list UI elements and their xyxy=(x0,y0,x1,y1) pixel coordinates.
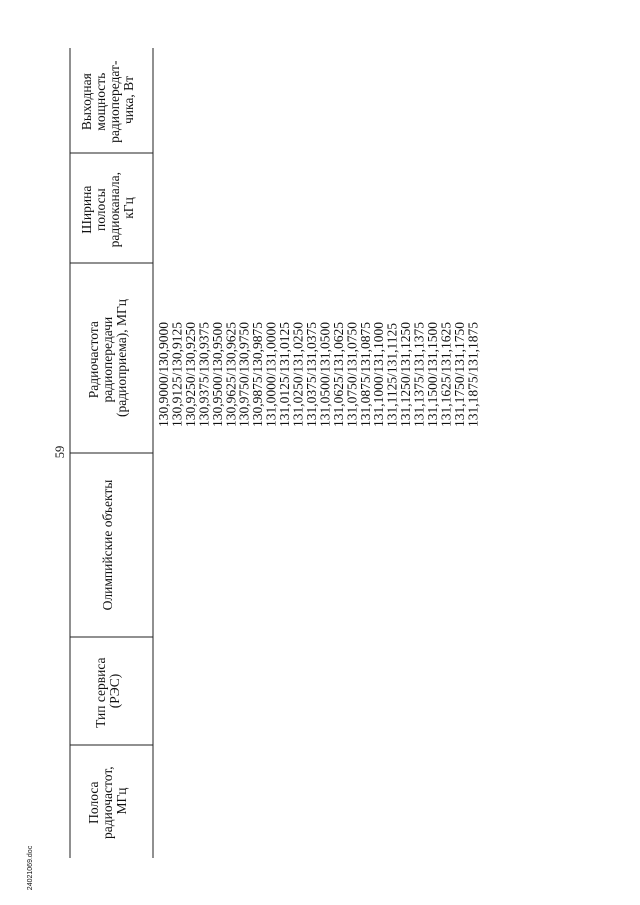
header-line: Полоса xyxy=(86,781,101,824)
header-line: кГц xyxy=(121,197,136,219)
frequency-value-row: 131,0125/131,0125 xyxy=(277,321,293,427)
frequency-value-row: 130,9500/130,9500 xyxy=(209,321,225,427)
header-service-type xyxy=(93,654,122,728)
frequency-values-column xyxy=(156,322,480,427)
header-channel-bandwidth xyxy=(79,169,136,248)
frequency-value-row: 131,0250/131,0250 xyxy=(290,321,306,427)
frequency-value-row: 131,1250/131,1250 xyxy=(398,321,414,427)
header-line: Олимпийские объекты xyxy=(100,479,115,611)
header-line: радиопередачи xyxy=(100,316,115,403)
frequency-value-row: 130,9000/130,9000 xyxy=(156,321,171,427)
frequency-value-row: 131,0000/131,0000 xyxy=(263,321,279,427)
header-line: Тип сервиса xyxy=(93,657,108,728)
header-line: мощность xyxy=(93,72,108,131)
svg-text:Полоса радиочастот, xyxy=(86,763,129,839)
frequency-value-row: 131,0625/131,0625 xyxy=(330,321,346,427)
header-line: Ширина xyxy=(79,185,94,234)
frequency-value-row: 131,1875/131,1875 xyxy=(465,321,481,427)
frequency-value-row: 130,9375/130,9375 xyxy=(196,321,212,427)
header-frequency-band xyxy=(86,763,129,839)
frequency-value-row: 131,1125/131,1125 xyxy=(384,323,400,427)
header-line: радиопередат- xyxy=(107,60,122,143)
frequency-value-row: 130,9250/130,9250 xyxy=(182,321,198,427)
header-line: полосы xyxy=(93,188,108,232)
frequency-value-row: 131,1500/131,1500 xyxy=(425,321,440,427)
svg-text:Тип сервиса (РЭС) xyxy=(93,654,122,728)
table-header xyxy=(79,57,136,839)
header-line: радиоканала, xyxy=(107,172,122,248)
frequency-value-row: 131,1375/131,1375 xyxy=(411,321,427,427)
header-line: радиочастот, xyxy=(100,766,115,839)
svg-text:Радиочастота радиопере xyxy=(86,299,129,417)
frequency-value-row: 131,1625/131,1625 xyxy=(438,321,454,427)
frequency-value-row: 131,0875/131,0875 xyxy=(357,321,373,427)
footer-doc-id: 24021069.doc xyxy=(27,845,34,891)
header-olympic-venues xyxy=(100,480,115,611)
svg-text:Олимпийские объекты xyxy=(100,480,115,611)
header-line: (радиоприема), МГц xyxy=(114,299,129,417)
header-output-power xyxy=(79,57,136,143)
header-line: Выходная xyxy=(79,73,94,131)
svg-text:Ширина полосы xyxy=(79,169,136,248)
frequency-value-row: 130,9125/130,9125 xyxy=(169,321,185,427)
frequency-value-row: 131,1750/131,1750 xyxy=(451,321,467,427)
frequency-value-row: 131,0375/131,0375 xyxy=(303,321,319,427)
svg-text:Выходная мощность xyxy=(79,57,136,143)
frequency-value-row: 130,9750/130,9750 xyxy=(236,321,252,427)
header-tx-rx-frequency xyxy=(86,299,129,417)
header-line: чика, Вт xyxy=(121,75,136,125)
header-line: Радиочастота xyxy=(86,321,101,399)
header-line: МГц xyxy=(114,787,129,815)
frequency-value-row: 131,1000/131,1000 xyxy=(371,321,387,427)
header-line: (РЭС) xyxy=(107,673,122,709)
frequency-value-row: 130,9875/130,9875 xyxy=(250,321,266,427)
frequency-value-row: 130,9625/130,9625 xyxy=(223,321,239,427)
frequency-value-row: 131,0500/131,0500 xyxy=(317,321,333,427)
frequency-value-row: 131,0750/131,0750 xyxy=(344,321,360,427)
page-number: 59 xyxy=(53,445,67,459)
